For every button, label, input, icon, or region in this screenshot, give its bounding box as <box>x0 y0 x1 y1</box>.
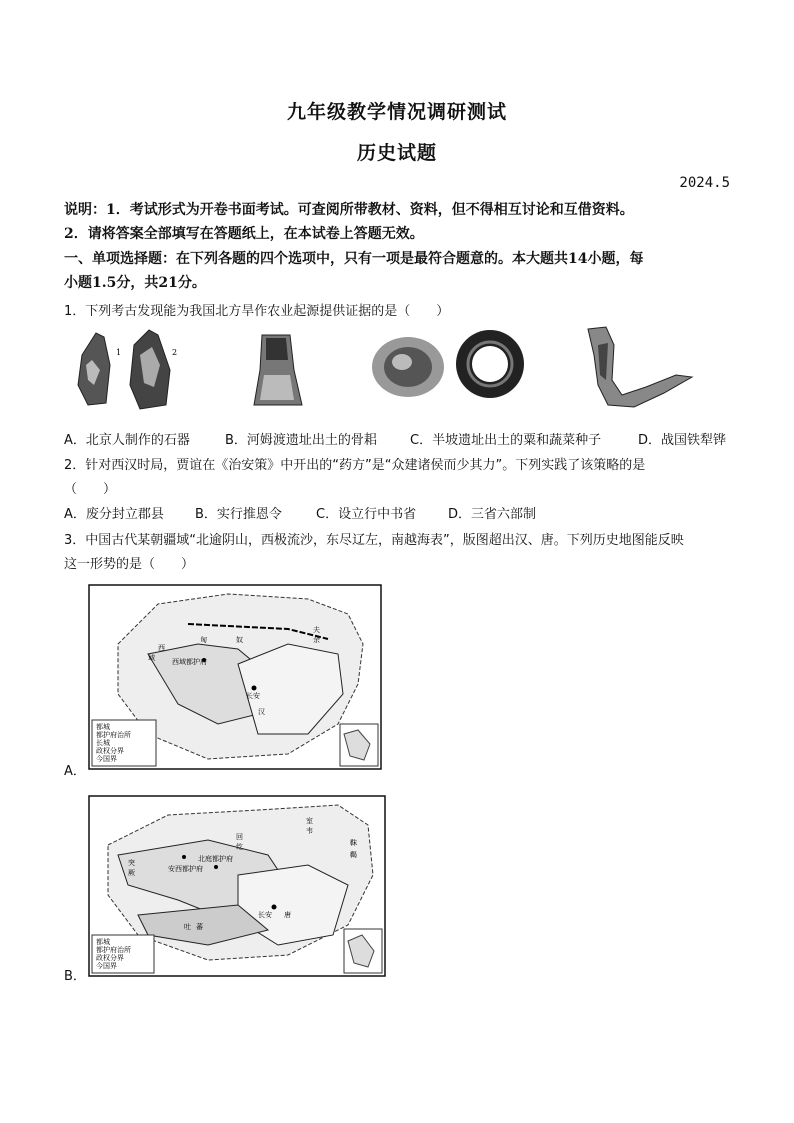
q1-option-d[interactable]: D．战国铁犁铧 <box>638 433 727 448</box>
svg-text:都城: 都城 <box>96 723 110 731</box>
map-b-label: 吐 <box>184 923 191 931</box>
svg-text:都护府治所: 都护府治所 <box>96 946 131 954</box>
map-a-label: 匈 <box>200 636 207 644</box>
svg-text:都护府治所: 都护府治所 <box>96 731 131 739</box>
q3-option-a[interactable]: A． <box>64 764 86 779</box>
iron-plough-image <box>584 325 696 410</box>
svg-text:政权分界: 政权分界 <box>96 954 124 962</box>
svg-text:政权分界: 政权分界 <box>96 747 124 755</box>
svg-text:今国界: 今国界 <box>96 755 117 763</box>
svg-text:1: 1 <box>116 348 122 357</box>
map-b-label: 室 <box>306 817 313 825</box>
svg-text:都城: 都城 <box>96 938 110 946</box>
q2-option-c[interactable]: C．设立行中书省 <box>316 507 417 522</box>
map-a-label: 长安 <box>246 692 260 700</box>
map-a-label: 余 <box>313 636 320 644</box>
map-a-label: 夫 <box>313 626 320 634</box>
map-b-label: 鞨 <box>350 851 357 859</box>
map-b-label: 厥 <box>128 869 135 877</box>
svg-text:今国界: 今国界 <box>96 962 117 970</box>
millet-seeds-image <box>368 332 448 402</box>
bone-spade-image <box>250 330 310 410</box>
map-b-label: 蕃 <box>196 923 203 931</box>
map-b-label: 靺 <box>350 839 357 847</box>
map-b-label: 回 <box>236 833 243 841</box>
map-b-label: 韦 <box>306 827 313 835</box>
section-heading-line-1: 一、单项选择题：在下列各题的四个选项中，只有一项是最符合题意的。本大题共14小题，每 <box>64 251 644 267</box>
map-a-label: 汉 <box>258 708 265 716</box>
map-b-tang-dynasty <box>88 795 386 977</box>
q2-option-a[interactable]: A．废分封立郡县 <box>64 507 164 522</box>
exam-title: 九年级教学情况调研测试 <box>286 101 507 123</box>
vegetable-seeds-image <box>452 326 528 402</box>
map-b-label: 纥 <box>236 843 243 851</box>
exam-date: 2024.5 <box>679 175 730 191</box>
q1-option-a[interactable]: A．北京人制作的石器 <box>64 433 190 448</box>
q3-option-b[interactable]: B． <box>64 969 86 984</box>
question-2-stem-cont: （ ） <box>64 482 117 497</box>
section-heading-line-2: 小题1.5分，共21分。 <box>64 275 206 291</box>
map-a-label: 西域都护府 <box>172 658 207 666</box>
map-b-label: 安西都护府 <box>168 865 203 873</box>
q2-option-d[interactable]: D．三省六部制 <box>448 507 537 522</box>
stone-tools-image <box>74 325 180 413</box>
svg-text:长城: 长城 <box>96 739 110 747</box>
map-b-label: 长安 <box>258 911 272 919</box>
map-a-han-dynasty <box>88 584 382 770</box>
map-a-label: 西 <box>158 644 165 652</box>
question-2-stem: 2．针对西汉时局，贾谊在《治安策》中开出的“药方”是“众建诸侯而少其力”。下列实践了该策略的是 <box>64 458 646 473</box>
map-a-label: 域 <box>148 654 155 662</box>
instruction-line-1: 说明：1．考试形式为开卷书面考试。可查阅所带教材、资料，但不得相互讨论和互借资料。 <box>64 202 634 218</box>
map-b-label: 突 <box>128 859 135 867</box>
q1-option-c[interactable]: C．半坡遗址出土的粟和蔬菜种子 <box>410 433 602 448</box>
question-1-stem: 1．下列考古发现能为我国北方旱作农业起源提供证据的是（ ） <box>64 304 450 319</box>
question-3-stem: 3．中国古代某朝疆域“北逾阴山，西极流沙，东尽辽左，南越海表”，版图超出汉、唐。下列历史地图能反映 <box>64 533 684 548</box>
map-b-label: 北庭都护府 <box>198 855 233 863</box>
q1-option-b[interactable]: B．河姆渡遗址出土的骨耜 <box>225 433 377 448</box>
q2-option-b[interactable]: B．实行推恩令 <box>195 507 282 522</box>
svg-text:2: 2 <box>172 348 178 357</box>
map-a-label: 奴 <box>236 636 243 644</box>
exam-subtitle: 历史试题 <box>356 142 437 164</box>
question-3-stem-cont: 这一形势的是（ ） <box>64 557 195 572</box>
map-b-label: 唐 <box>284 911 291 919</box>
instruction-line-2: 2．请将答案全部填写在答题纸上，在本试卷上答题无效。 <box>64 226 424 242</box>
